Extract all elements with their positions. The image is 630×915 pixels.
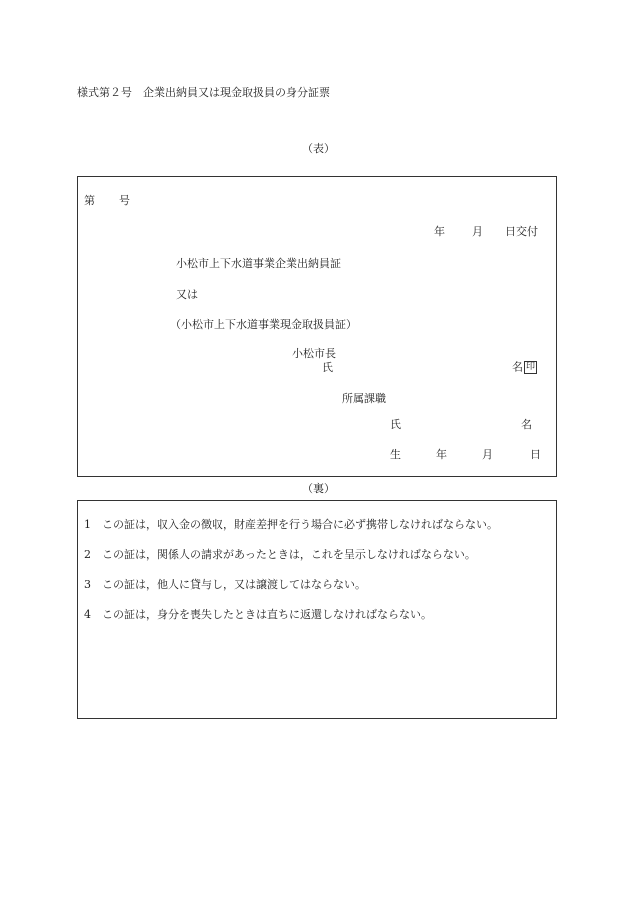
issue-month: 月 [472, 225, 483, 238]
birth-sei: 生 [390, 448, 401, 461]
mayor-title: 小松市長 [292, 347, 336, 360]
issue-year: 年 [434, 225, 445, 238]
back-item-1: 1 この証は，収入金の徴収，財産差押を行う場合に必ず携帯しなければならない。 [84, 518, 498, 531]
document-title: 様式第２号 企業出納員又は現金取扱員の身分証票 [77, 86, 330, 99]
back-heading: （裏） [302, 482, 335, 495]
seal-mark: 印 [525, 362, 535, 372]
cert-title-2: （小松市上下水道事業現金取扱員証） [170, 318, 357, 331]
back-card [77, 500, 557, 719]
number-suffix: 号 [119, 194, 130, 207]
mayor-shi: 氏 [322, 361, 333, 374]
holder-shi: 氏 [390, 418, 401, 431]
front-heading: （表） [302, 142, 335, 155]
mayor-name-seal [512, 361, 537, 374]
back-item-4: 4 この証は，身分を喪失したときは直ちに返還しなければならない。 [84, 608, 432, 621]
dept-title: 所属課職 [342, 392, 386, 405]
birth-year: 年 [436, 448, 447, 461]
cert-or: 又は [176, 288, 198, 301]
holder-mei: 名 [521, 418, 532, 431]
number-prefix: 第 [84, 194, 95, 207]
back-item-2: 2 この証は，関係人の請求があったときは，これを呈示しなければならない。 [84, 548, 476, 561]
back-item-3: 3 この証は，他人に貸与し，又は譲渡してはならない。 [84, 578, 366, 591]
birth-month: 月 [482, 448, 493, 461]
front-card [77, 176, 557, 477]
issue-day: 日交付 [505, 225, 538, 238]
cert-title-1: 小松市上下水道事業企業出納員証 [176, 257, 341, 270]
birth-day: 日 [530, 448, 541, 461]
mayor-mei: 名 [512, 360, 523, 374]
